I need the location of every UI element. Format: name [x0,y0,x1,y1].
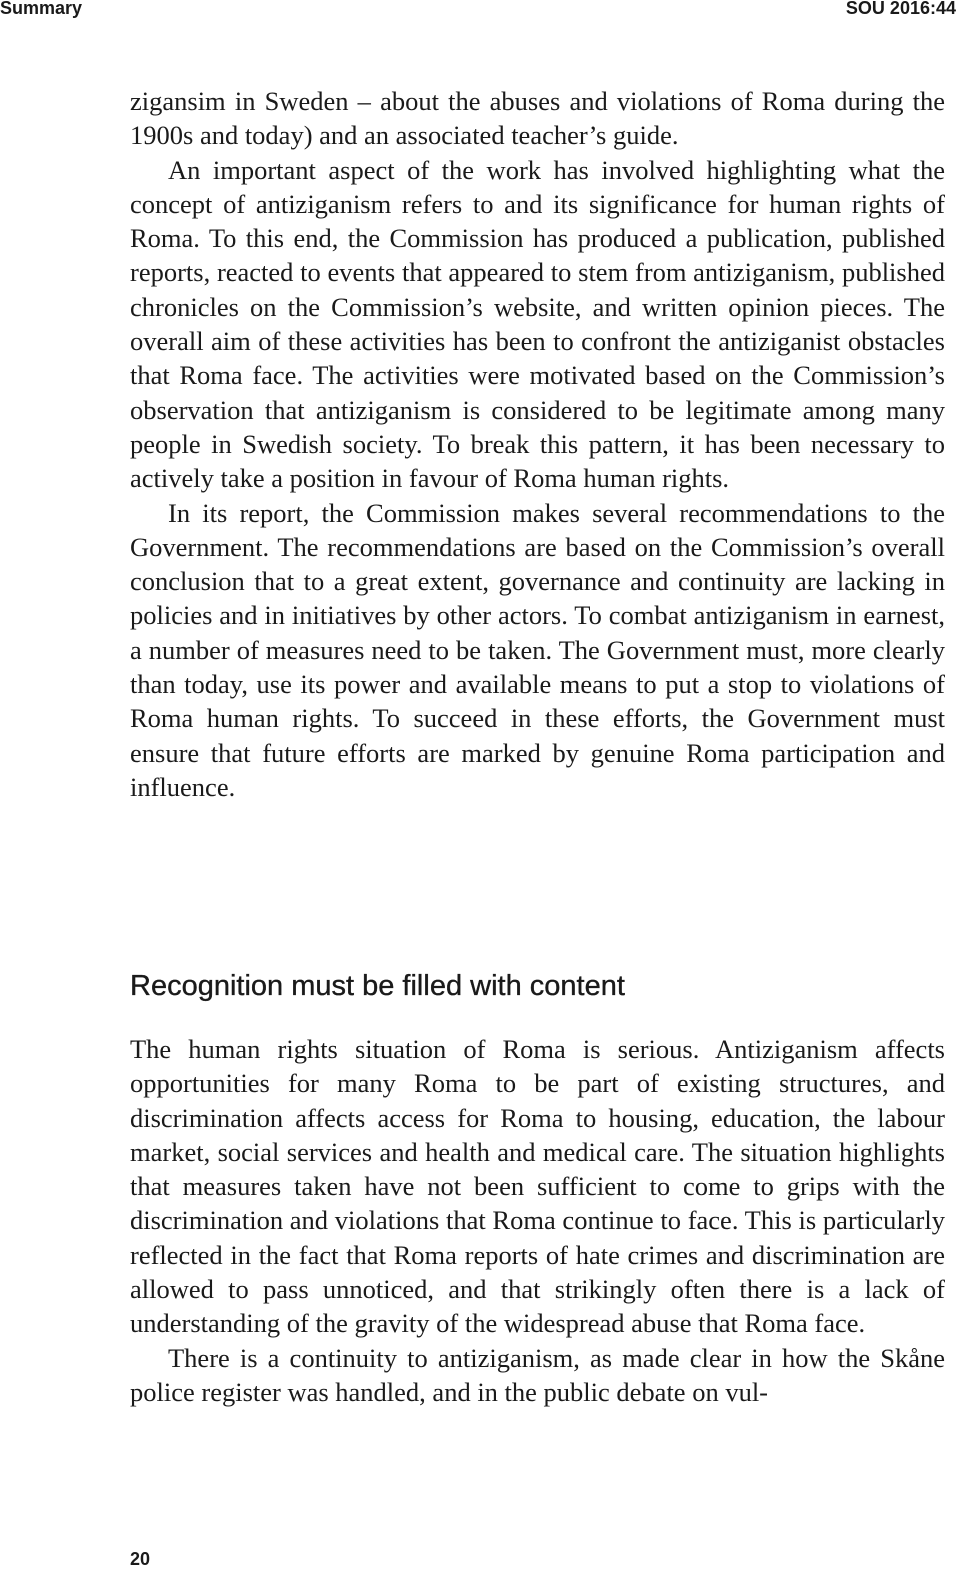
paragraph-work-highlights: An important aspect of the work has involved highlighting what the concept of antiziganism refers to and its significance for human rights of Roma. To this end, the Commission has produced a publication, published reports, reacted to events that appeared to stem from antiziganism, published chronicles on the Commission’s website, and written opinion pieces. The overall aim of these activities has been to confront the antiziganist obstacles that Roma face. The activities were motivated based on the Commission’s observation that antiziganism is considered to be legitimate among many people in Swedish society. To break this pattern, it has been necessary to actively take a position in favour of Roma human rights. [130,154,945,494]
running-head-report-id: SOU 2016:44 [845,0,956,18]
section-text-block [130,1032,945,1409]
paragraph-recommendations: In its report, the Commission makes several recommendations to the Government. The recommendations are based on the Commission’s overall conclusion that to a great extent, governance and continuity are lacking in policies and in initiatives by other actors. To combat antiziganism in earnest, a number of measures need to be taken. The Government must, more clearly than today, use its power and available means to put a stop to violations of Roma human rights. To succeed in these efforts, the Government must ensure that future efforts are marked by genuine Roma participation and influence. [130,497,945,802]
section-heading: Recognition must be filled with content [130,970,625,1002]
running-head-section: Summary [0,0,83,18]
paragraph-continuity: There is a continuity to antiziganism, as made clear in how the Skåne police register was handled, and in the public debate on vul- [130,1342,945,1407]
page-number: 20 [130,1549,151,1569]
running-head [0,0,960,24]
paragraph-continuation: zigansim in Sweden – about the abuses and violations of Roma during the 1900s and today) and an associated teacher’s guide. [130,86,945,151]
paragraph-human-rights-situation: The human rights situation of Roma is serious. Antiziganism affects opportunities for many Roma to be part of existing structures, and discrimination affects access for Roma to housing, education, the labour market, social services and health and medical care. The situation highlights that measures taken have not been sufficient to come to grips with the discrimination and violations that Roma continue to face. This is particularly reflected in the fact that Roma reports of hate crimes and discrimination are allowed to pass unnoticed, and that strikingly often there is a lack of understanding of the gravity of the widespread abuse that Roma face. [130,1034,945,1339]
summary-text-block [130,84,945,804]
